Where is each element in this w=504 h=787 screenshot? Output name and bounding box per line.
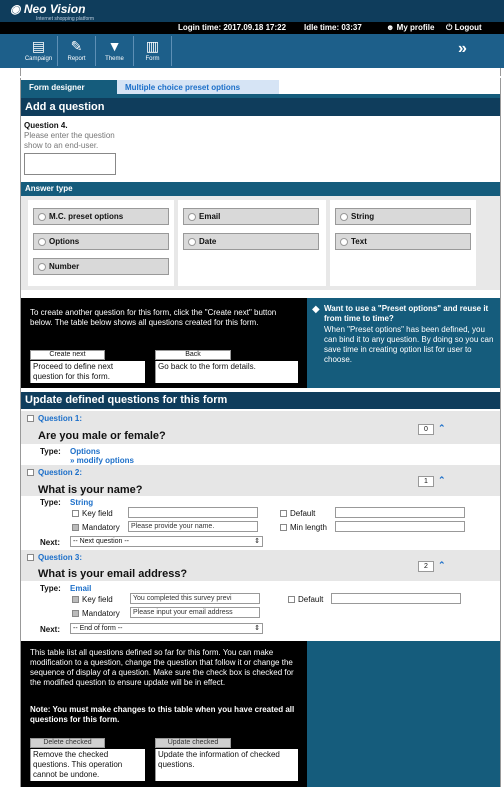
- tab-form-designer[interactable]: Form designer: [21, 80, 117, 96]
- q1-text: Are you male or female?: [38, 430, 166, 442]
- add-question-header: Add a question: [21, 98, 500, 116]
- q1-checkbox[interactable]: [27, 415, 34, 422]
- q1-modify-link[interactable]: » modify options: [70, 456, 134, 465]
- q2-mandatory-input[interactable]: Please provide your name.: [128, 521, 258, 532]
- footer-note: Note: You must make changes to this table when you have created all questions for this form.: [30, 705, 295, 724]
- power-icon: ⏻: [446, 23, 453, 32]
- radio-icon: [340, 238, 348, 246]
- tip-body: When "Preset options" has been defined, you can bind it to any question. By doing so you can save time in creating option list for user to choose.: [324, 325, 494, 364]
- answer-text[interactable]: Text: [335, 233, 471, 250]
- q2-text: What is your name?: [38, 484, 143, 496]
- checkbox-icon: [72, 510, 79, 517]
- checkbox-icon: [280, 524, 287, 531]
- question-textarea[interactable]: [24, 153, 116, 175]
- update-header: Update defined questions for this form: [21, 392, 500, 409]
- my-profile-link[interactable]: ☻ My profile: [386, 23, 435, 32]
- radio-icon: [340, 213, 348, 221]
- checkbox-checked-icon: [72, 524, 79, 531]
- q2-checkbox[interactable]: [27, 469, 34, 476]
- q2-seq[interactable]: 1: [418, 476, 434, 487]
- answer-type-header: Answer type: [21, 182, 500, 196]
- q2-label: Question 2:: [38, 468, 83, 477]
- radio-icon: [188, 213, 196, 221]
- q3-mandatory-input[interactable]: Please input your email address: [130, 607, 260, 618]
- nav-theme[interactable]: ▼ Theme: [96, 36, 134, 66]
- q2-next-label: Next:: [40, 538, 61, 547]
- q3-key-field[interactable]: Key field: [72, 595, 113, 604]
- answer-mc-preset[interactable]: M.C. preset options: [33, 208, 169, 225]
- q2-min-length-input[interactable]: [335, 521, 465, 532]
- nav-form[interactable]: ▥ Form: [134, 36, 172, 66]
- question-4-label: Question 4.: [24, 121, 68, 130]
- q1-type-label: Type:: [40, 447, 61, 456]
- question-placeholder: Please enter the question show to an end-user.: [24, 131, 115, 150]
- select-arrow-icon: ⇕: [254, 625, 260, 632]
- top-bar: [0, 0, 504, 22]
- q2-default[interactable]: Default: [280, 509, 315, 518]
- create-desc: Proceed to define next question for this form.: [33, 362, 114, 381]
- q1-move-up-icon[interactable]: ⌃: [438, 423, 446, 433]
- status-bar: [0, 22, 504, 34]
- radio-icon: [38, 213, 46, 221]
- logout-link[interactable]: ⏻ Logout: [446, 23, 482, 32]
- nav-campaign[interactable]: ▤ Campaign: [20, 36, 58, 66]
- q2-move-up-icon[interactable]: ⌃: [438, 475, 446, 485]
- q3-label: Question 3:: [38, 553, 83, 562]
- q2-type: String: [70, 498, 94, 507]
- q2-min-length[interactable]: Min length: [280, 523, 327, 532]
- update-desc: Update the information of checked questions.: [158, 750, 280, 769]
- update-checked-button[interactable]: Update checked: [155, 738, 231, 748]
- tab-preset-options[interactable]: Multiple choice preset options: [117, 80, 279, 96]
- q3-next-select[interactable]: -- End of form -- ⇕: [70, 623, 263, 634]
- q3-key-field-input[interactable]: You completed this survey previ: [130, 593, 260, 604]
- answer-date[interactable]: Date: [183, 233, 319, 250]
- q2-key-field[interactable]: Key field: [72, 509, 113, 518]
- q3-type: Email: [70, 584, 92, 593]
- radio-icon: [38, 263, 46, 271]
- q3-seq[interactable]: 2: [418, 561, 434, 572]
- nav-report[interactable]: ✎ Report: [58, 36, 96, 66]
- q2-next-select[interactable]: -- Next question -- ⇕: [70, 536, 263, 547]
- theme-icon: ▼: [107, 38, 122, 54]
- form-icon: ▥: [145, 38, 160, 54]
- q1-label: Question 1:: [38, 414, 83, 423]
- answer-options[interactable]: Options: [33, 233, 169, 250]
- checkbox-icon: [288, 596, 295, 603]
- q3-move-up-icon[interactable]: ⌃: [438, 560, 446, 570]
- q3-next-label: Next:: [40, 625, 61, 634]
- radio-icon: [188, 238, 196, 246]
- tab-spacer: [20, 76, 501, 78]
- answer-email[interactable]: Email: [183, 208, 319, 225]
- answer-number[interactable]: Number: [33, 258, 169, 275]
- create-next-button[interactable]: Create next: [30, 350, 105, 360]
- eye-icon: ◉: [10, 2, 21, 16]
- delete-checked-button[interactable]: Delete checked: [30, 738, 105, 748]
- footer-info: This table list all questions defined so far for this form. You can make modification to a question, change the question that follow it or change the sequence of display of a question. Make sure the check box is checked for the modified question to ensure update will be in effect.: [30, 648, 294, 687]
- nav-expand-button[interactable]: »: [458, 40, 467, 57]
- back-button[interactable]: Back: [155, 350, 231, 360]
- back-desc: Go back to the form details.: [158, 362, 256, 371]
- checkbox-checked-icon: [72, 610, 79, 617]
- q3-type-label: Type:: [40, 584, 61, 593]
- report-icon: ✎: [70, 38, 83, 54]
- campaign-icon: ▤: [31, 38, 46, 54]
- q3-text: What is your email address?: [38, 568, 188, 580]
- delete-desc: Remove the checked questions. This operation cannot be undone.: [33, 750, 123, 779]
- tip-title: Want to use a "Preset options" and reuse it from time to time?: [324, 304, 489, 323]
- q3-default-input[interactable]: [331, 593, 461, 604]
- q3-mandatory[interactable]: Mandatory: [72, 609, 120, 618]
- q2-default-input[interactable]: [335, 507, 465, 518]
- login-time: Login time: 2017.09.18 17:22: [178, 23, 287, 32]
- checkbox-icon: [280, 510, 287, 517]
- profile-icon: ☻: [386, 23, 395, 32]
- radio-icon: [38, 238, 46, 246]
- logo: ◉ Neo Vision Internet shopping platform: [10, 2, 95, 22]
- create-info: To create another question for this form, click the "Create next" button below. The table below shows all questions created for this form.: [30, 308, 277, 327]
- select-arrow-icon: ⇕: [254, 538, 260, 545]
- q1-seq[interactable]: 0: [418, 424, 434, 435]
- q2-key-field-input[interactable]: [128, 507, 258, 518]
- q3-checkbox[interactable]: [27, 554, 34, 561]
- checkbox-checked-icon: [72, 596, 79, 603]
- q2-type-label: Type:: [40, 498, 61, 507]
- q1-type: Options: [70, 447, 101, 456]
- diamond-icon: ◆: [312, 304, 320, 315]
- q2-mandatory[interactable]: Mandatory: [72, 523, 120, 532]
- q3-default[interactable]: Default: [288, 595, 323, 604]
- answer-string[interactable]: String: [335, 208, 471, 225]
- footer-side-panel: [307, 641, 500, 787]
- idle-time: Idle time: 03:37: [304, 23, 362, 32]
